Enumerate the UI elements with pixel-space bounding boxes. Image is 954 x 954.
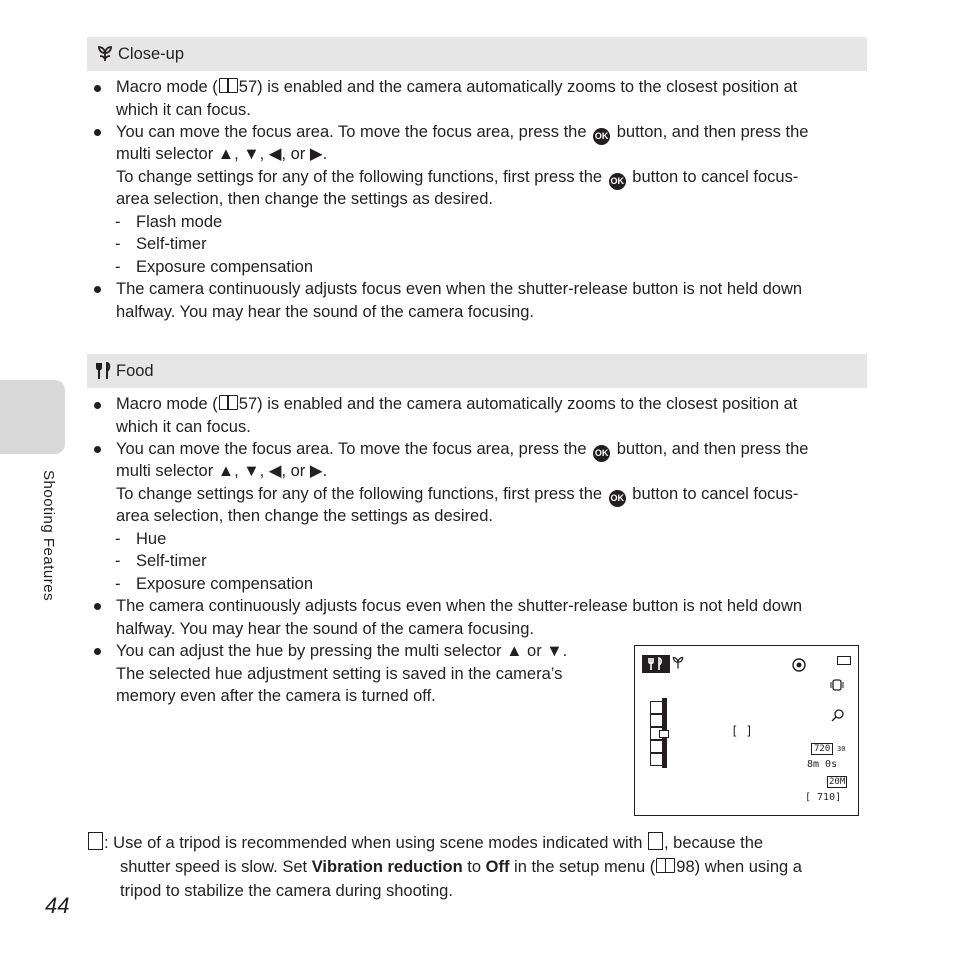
- text-line: area selection, then change the settings as desired.: [116, 507, 493, 525]
- text-line: The selected hue adjustment setting is saved in the camera’s: [116, 665, 563, 683]
- text-line: The camera continuously adjusts focus even when the shutter-release button is not held down: [116, 597, 803, 615]
- battery-icon: [837, 656, 851, 665]
- text-line: To change settings for any of the following functions, first press the OK button to cancel focus-: [116, 166, 798, 190]
- food-mode-indicator: [642, 655, 670, 673]
- ok-button-icon: OK: [593, 445, 610, 462]
- text-line: The camera continuously adjusts focus even when the shutter-release button is not held down: [116, 280, 803, 298]
- text-line: area selection, then change the settings as desired.: [116, 190, 493, 208]
- closeup-scene-icon: [96, 46, 114, 62]
- bullet: [94, 85, 101, 92]
- sub-item: Self-timer: [136, 552, 207, 570]
- ok-button-icon: OK: [593, 128, 610, 145]
- exposures-remaining: [ 710]: [805, 792, 842, 803]
- dash: -: [115, 235, 121, 253]
- sub-item: Flash mode: [136, 213, 223, 231]
- motion-detection-icon: [830, 678, 844, 697]
- chapter-tab: [0, 380, 65, 454]
- text-line: To change settings for any of the following functions, first press the OK button to cancel focus-: [116, 483, 798, 507]
- text-line: which it can focus.: [116, 418, 251, 436]
- closeup-icon: [671, 656, 685, 675]
- focus-area-bracket: [ ]: [731, 724, 753, 738]
- vr-icon: [792, 658, 806, 677]
- note-line: tripod to stabilize the camera during shooting.: [120, 882, 453, 900]
- text-line: which it can focus.: [116, 101, 251, 119]
- text-line: multi selector ▲, ▼, ◀, or ▶.: [116, 462, 328, 480]
- sub-item: Exposure compensation: [136, 258, 314, 276]
- sub-item: Self-timer: [136, 235, 207, 253]
- dash: -: [115, 258, 121, 276]
- dash: -: [115, 530, 121, 548]
- closeup-title: Close-up: [118, 44, 185, 63]
- camera-screen-illustration: [634, 645, 859, 816]
- food-header: [87, 354, 867, 388]
- bullet: [94, 648, 101, 655]
- image-mode: 20M: [829, 777, 846, 787]
- dash: -: [115, 213, 121, 231]
- movie-fps: 30: [837, 745, 846, 753]
- text-line: halfway. You may hear the sound of the camera focusing.: [116, 303, 534, 321]
- text-line: multi selector ▲, ▼, ◀, or ▶.: [116, 145, 328, 163]
- text-line: You can adjust the hue by pressing the multi selector ▲ or ▼.: [116, 642, 568, 660]
- book-icon: [219, 78, 238, 93]
- note-line: shutter speed is slow. Set Vibration reduction to Off in the setup menu ( 98) when using a: [120, 858, 802, 876]
- sub-item: Hue: [136, 530, 167, 548]
- af-assist-icon: [831, 708, 845, 727]
- tripod-icon: [648, 832, 663, 850]
- closeup-header: [87, 37, 867, 71]
- text-line: Macro mode ( 57) is enabled and the camera automatically zooms to the closest position at: [116, 395, 798, 413]
- dash: -: [115, 552, 121, 570]
- text-line: You can move the focus area. To move the focus area, press the OK button, and then press the: [116, 438, 808, 462]
- text-line: halfway. You may hear the sound of the camera focusing.: [116, 620, 534, 638]
- ok-button-icon: OK: [609, 490, 626, 507]
- tripod-icon: [88, 832, 103, 850]
- ok-button-icon: OK: [609, 173, 626, 190]
- hue-slider-thumb: [659, 730, 669, 738]
- movie-time-remaining: 8m 0s: [807, 759, 838, 770]
- chapter-label: Shooting Features: [40, 470, 57, 602]
- bullet: [94, 129, 101, 136]
- sub-item: Exposure compensation: [136, 575, 314, 593]
- food-title: Food: [116, 361, 154, 380]
- text-line: You can move the focus area. To move the focus area, press the OK button, and then press the: [116, 121, 808, 145]
- movie-option: 720: [811, 743, 833, 755]
- text-line: memory even after the camera is turned off.: [116, 687, 436, 705]
- bullet: [94, 402, 101, 409]
- note-line: : Use of a tripod is recommended when using scene modes indicated with , because the: [87, 832, 763, 854]
- page-number: 44: [45, 893, 70, 918]
- bullet: [94, 286, 101, 293]
- bullet: [94, 446, 101, 453]
- food-scene-icon: [96, 362, 112, 380]
- bullet: [94, 603, 101, 610]
- dash: -: [115, 575, 121, 593]
- book-icon: [219, 395, 238, 410]
- text-line: Macro mode ( 57) is enabled and the camera automatically zooms to the closest position at: [116, 78, 798, 96]
- book-icon: [656, 858, 675, 873]
